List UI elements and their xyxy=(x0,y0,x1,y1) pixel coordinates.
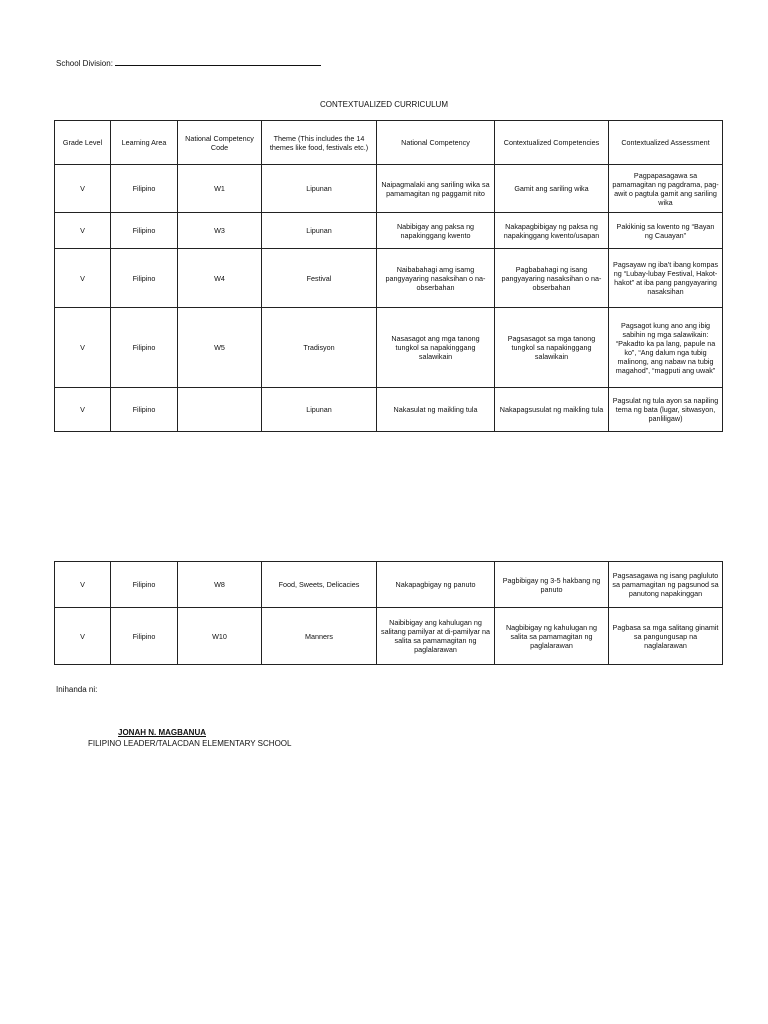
grade-level-cell: V xyxy=(55,213,111,249)
contextualized-assessment-cell: Pagsagot kung ano ang ibig sabihin ng mga salawikain: “Pakadto ka pa lang, papule na ko”, “Ang dalum nga tubig malinong, ang nabaw na tubig magahod”, “magputi ang uwak” xyxy=(609,308,723,388)
signer-role: FILIPINO LEADER/TALACDAN ELEMENTARY SCHOOL xyxy=(88,739,292,748)
school-division-line xyxy=(56,58,321,68)
contextualized-competency-cell: Nagbibigay ng kahulugan ng salita sa pamamagitan ng paglalarawan xyxy=(495,608,609,665)
learning-area-cell: Filipino xyxy=(111,165,178,213)
competency-code-cell: W3 xyxy=(178,213,262,249)
national-competency-cell: Nakasulat ng maikling tula xyxy=(377,388,495,432)
contextualized-assessment-cell: Pagsayaw ng iba’t ibang kompas ng “Lubay-lubay Festival, Hakot-hakot” at iba pang pangyayaring nasaksihan xyxy=(609,249,723,308)
contextualized-competency-cell: Pagsasagot sa mga tanong tungkol sa napakinggang salawikain xyxy=(495,308,609,388)
column-header-grade-level: Grade Level xyxy=(55,121,111,165)
learning-area-cell: Filipino xyxy=(111,308,178,388)
contextualized-competency-cell: Pagbibigay ng 3-5 hakbang ng panuto xyxy=(495,562,609,608)
table-row xyxy=(55,562,723,608)
table-row xyxy=(55,213,723,249)
competency-code-cell xyxy=(178,388,262,432)
header-row xyxy=(55,121,723,165)
signer-name: JONAH N. MAGBANUA xyxy=(118,728,206,737)
national-competency-cell: Naipagmalaki ang sariling wika sa pamamagitan ng paggamit nito xyxy=(377,165,495,213)
table-row xyxy=(55,608,723,665)
learning-area-cell: Filipino xyxy=(111,608,178,665)
contextualized-competency-cell: Gamit ang sariling wika xyxy=(495,165,609,213)
contextualized-competency-cell: Pagbabahagi ng isang pangyayaring nasaksihan o na-obserbahan xyxy=(495,249,609,308)
competency-code-cell: W1 xyxy=(178,165,262,213)
grade-level-cell: V xyxy=(55,249,111,308)
contextualized-assessment-cell: Pagpapasagawa sa pamamagitan ng pagdrama, pag-awit o pagtula gamit ang sariling wika xyxy=(609,165,723,213)
contextualized-assessment-cell: Pagsulat ng tula ayon sa napiling tema ng bata (lugar, sitwasyon, panliligaw) xyxy=(609,388,723,432)
learning-area-cell: Filipino xyxy=(111,249,178,308)
contextualized-competency-cell: Nakapagbibigay ng paksa ng napakinggang kwento/usapan xyxy=(495,213,609,249)
contextualized-assessment-cell: Pagbasa sa mga salitang ginamit sa pangungusap na naglalarawan xyxy=(609,608,723,665)
table-row xyxy=(55,388,723,432)
column-header-contextualized-competencies: Contextualized Competencies xyxy=(495,121,609,165)
competency-code-cell: W4 xyxy=(178,249,262,308)
theme-cell: Festival xyxy=(262,249,377,308)
table-row xyxy=(55,249,723,308)
column-header-contextualized-assessment: Contextualized Assessment xyxy=(609,121,723,165)
theme-cell: Food, Sweets, Delicacies xyxy=(262,562,377,608)
grade-level-cell: V xyxy=(55,608,111,665)
national-competency-cell: Nakapagbigay ng panuto xyxy=(377,562,495,608)
table-row xyxy=(55,165,723,213)
learning-area-cell: Filipino xyxy=(111,213,178,249)
contextualized-assessment-cell: Pagsasagawa ng isang pagluluto sa pamamagitan ng pagsunod sa panutong napakinggan xyxy=(609,562,723,608)
blank-underline xyxy=(115,58,321,66)
column-header-national-competency: National Competency xyxy=(377,121,495,165)
theme-cell: Lipunan xyxy=(262,213,377,249)
theme-cell: Tradisyon xyxy=(262,308,377,388)
theme-cell: Lipunan xyxy=(262,165,377,213)
column-header-learning-area: Learning Area xyxy=(111,121,178,165)
competency-code-cell: W8 xyxy=(178,562,262,608)
theme-cell: Manners xyxy=(262,608,377,665)
school-division-label: School Division: xyxy=(56,59,113,68)
grade-level-cell: V xyxy=(55,388,111,432)
grade-level-cell: V xyxy=(55,165,111,213)
column-header-theme: Theme (This includes the 14 themes like food, festivals etc.) xyxy=(262,121,377,165)
national-competency-cell: Naibabahagi amg isamg pangyayaring nasaksihan o na-obserbahan xyxy=(377,249,495,308)
competency-code-cell: W10 xyxy=(178,608,262,665)
contextualized-assessment-cell: Pakikinig sa kwento ng “Bayan ng Cauayan” xyxy=(609,213,723,249)
grade-level-cell: V xyxy=(55,562,111,608)
curriculum-table-continued xyxy=(54,561,723,665)
competency-code-cell: W5 xyxy=(178,308,262,388)
prepared-by-label: Inihanda ni: xyxy=(56,685,98,694)
learning-area-cell: Filipino xyxy=(111,388,178,432)
document-title: CONTEXTUALIZED CURRICULUM xyxy=(319,100,448,109)
theme-cell: Lipunan xyxy=(262,388,377,432)
national-competency-cell: Naibibigay ang kahulugan ng salitang pamilyar at di-pamilyar na salita sa pamamagitan ng paglalarawan xyxy=(377,608,495,665)
national-competency-cell: Nabibigay ang paksa ng napakinggang kwento xyxy=(377,213,495,249)
table-row xyxy=(55,308,723,388)
column-header-competency-code: National Competency Code xyxy=(178,121,262,165)
grade-level-cell: V xyxy=(55,308,111,388)
learning-area-cell: Filipino xyxy=(111,562,178,608)
curriculum-table xyxy=(54,120,723,432)
contextualized-competency-cell: Nakapagsusulat ng maikling tula xyxy=(495,388,609,432)
national-competency-cell: Nasasagot ang mga tanong tungkol sa napakinggang salawikain xyxy=(377,308,495,388)
